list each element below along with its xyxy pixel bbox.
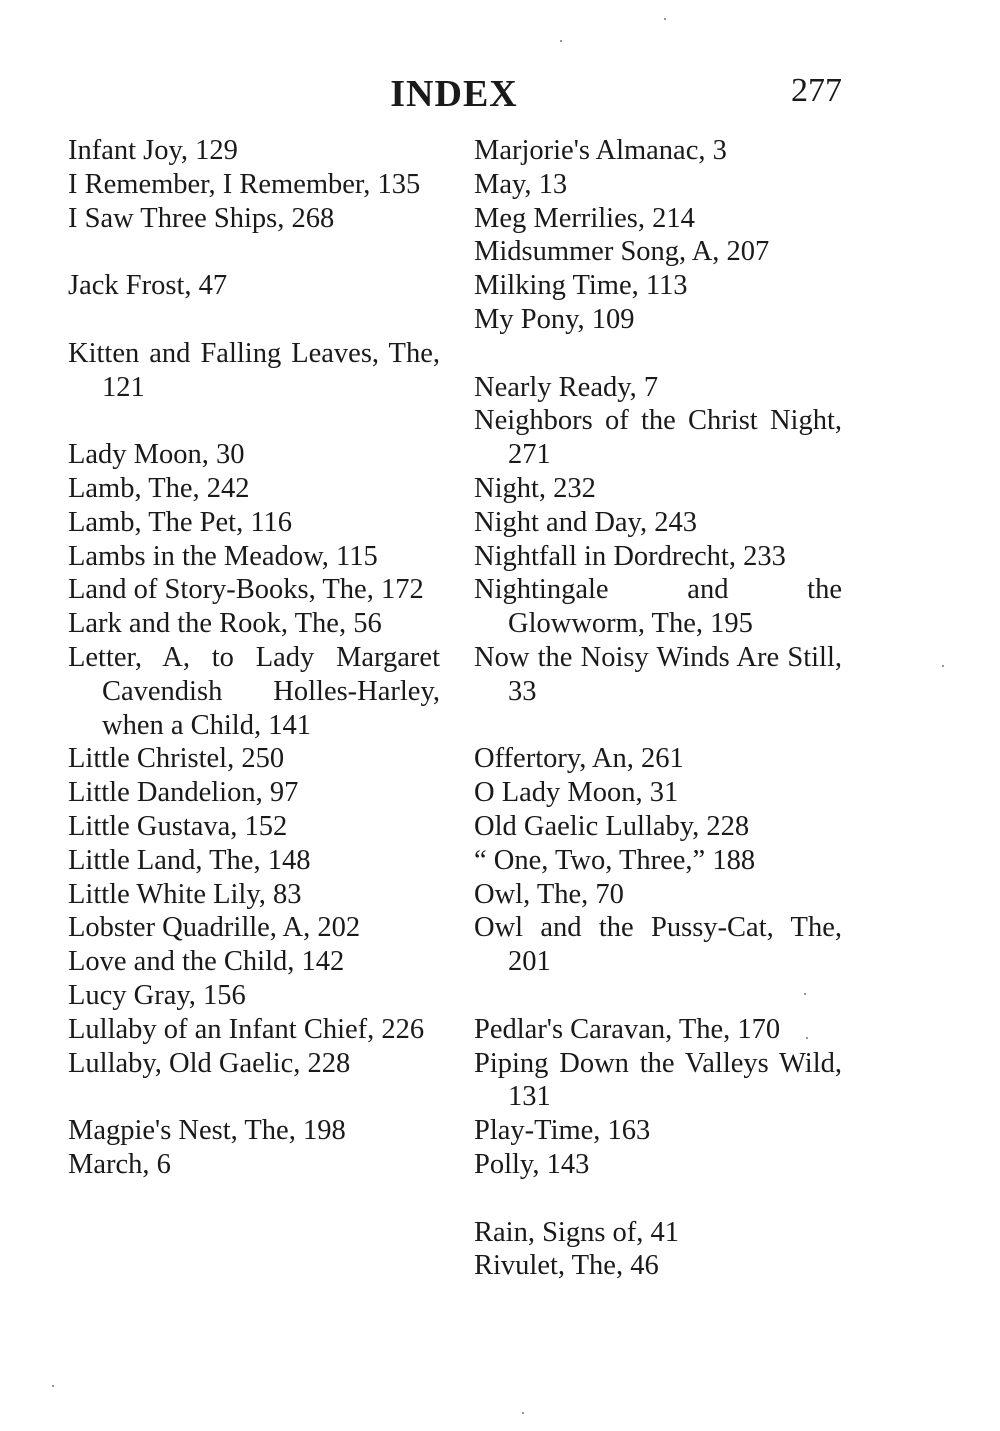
index-entry: “ One, Two, Three,” 188 xyxy=(474,844,756,876)
index-entry: Letter, A, to Lady Margaret Cavendish Holles-Harley, when a Child, 141 xyxy=(68,641,440,741)
index-entry: Lucy Gray, 156 xyxy=(68,979,246,1011)
index-entry: Play-Time, 163 xyxy=(474,1115,651,1147)
index-entry: Rivulet, The, 46 xyxy=(474,1250,659,1282)
index-entry: Lullaby of an Infant Chief, 226 xyxy=(68,1013,425,1045)
paper-speck xyxy=(522,1412,524,1414)
page-number: 277 xyxy=(791,72,842,109)
paper-speck xyxy=(942,665,944,667)
index-column-left xyxy=(68,134,440,1182)
index-entry: Piping Down the Valleys Wild, 131 xyxy=(474,1047,842,1113)
index-entry: Now the Noisy Winds Are Still, 33 xyxy=(474,641,842,707)
index-entry: Offertory, An, 261 xyxy=(474,743,684,775)
index-entry: Midsummer Song, A, 207 xyxy=(474,236,770,268)
paper-speck xyxy=(52,1385,54,1387)
page-title: INDEX xyxy=(390,73,518,115)
index-entry: Neighbors of the Christ Night, 271 xyxy=(474,405,842,471)
index-entry: March, 6 xyxy=(68,1148,171,1180)
paper-speck xyxy=(806,1037,808,1039)
index-entry: Lambs in the Meadow, 115 xyxy=(68,540,378,572)
index-entry: May, 13 xyxy=(474,168,568,200)
paper-speck xyxy=(560,40,562,42)
index-entry: Marjorie's Almanac, 3 xyxy=(474,135,727,166)
index-entry: Polly, 143 xyxy=(474,1148,590,1180)
index-entry: Lamb, The, 242 xyxy=(68,472,250,504)
index-entry: Lobster Quadrille, A, 202 xyxy=(68,912,361,944)
index-entry: Lark and the Rook, The, 56 xyxy=(68,608,382,640)
index-entry: Kitten and Falling Leaves, The, 121 xyxy=(68,337,440,403)
index-entry: Pedlar's Caravan, The, 170 xyxy=(474,1013,781,1045)
index-entry: Jack Frost, 47 xyxy=(68,270,228,302)
index-entry: Nightingale and the Glowworm, The, 195 xyxy=(474,574,842,640)
index-entry: I Saw Three Ships, 268 xyxy=(68,202,335,234)
index-entry: Little Gustava, 152 xyxy=(68,810,288,842)
index-entry: Land of Story-Books, The, 172 xyxy=(68,574,424,606)
index-entry: Little Christel, 250 xyxy=(68,743,285,775)
index-entry: Owl, The, 70 xyxy=(474,878,624,910)
paper-speck xyxy=(664,18,666,20)
index-entry: Night and Day, 243 xyxy=(474,506,697,538)
index-entry: Owl and the Pussy-Cat, The, 201 xyxy=(474,912,842,978)
index-entry: Magpie's Nest, The, 198 xyxy=(68,1115,346,1147)
index-entry: Milking Time, 113 xyxy=(474,270,688,302)
index-entry: Nearly Ready, 7 xyxy=(474,371,659,403)
index-entry: Lullaby, Old Gaelic, 228 xyxy=(68,1047,351,1079)
index-entry: O Lady Moon, 31 xyxy=(474,777,679,809)
index-column-right xyxy=(474,134,842,1283)
index-entry: Rain, Signs of, 41 xyxy=(474,1216,680,1248)
index-entry: Old Gaelic Lullaby, 228 xyxy=(474,810,750,842)
index-entry: Little White Lily, 83 xyxy=(68,878,302,910)
index-entry: Little Land, The, 148 xyxy=(68,844,311,876)
index-entry: Nightfall in Dordrecht, 233 xyxy=(474,540,786,572)
index-entry: My Pony, 109 xyxy=(474,303,635,335)
index-entry: Lady Moon, 30 xyxy=(68,439,245,471)
index-entry: Meg Merrilies, 214 xyxy=(474,202,695,234)
index-entry: Infant Joy, 129 xyxy=(68,135,238,166)
index-entry: Love and the Child, 142 xyxy=(68,946,345,978)
index-entry: Little Dandelion, 97 xyxy=(68,777,299,809)
index-entry: Lamb, The Pet, 116 xyxy=(68,506,293,538)
paper-speck xyxy=(804,993,806,995)
index-entry: Night, 232 xyxy=(474,472,596,504)
index-entry: I Remember, I Remember, 135 xyxy=(68,168,421,200)
